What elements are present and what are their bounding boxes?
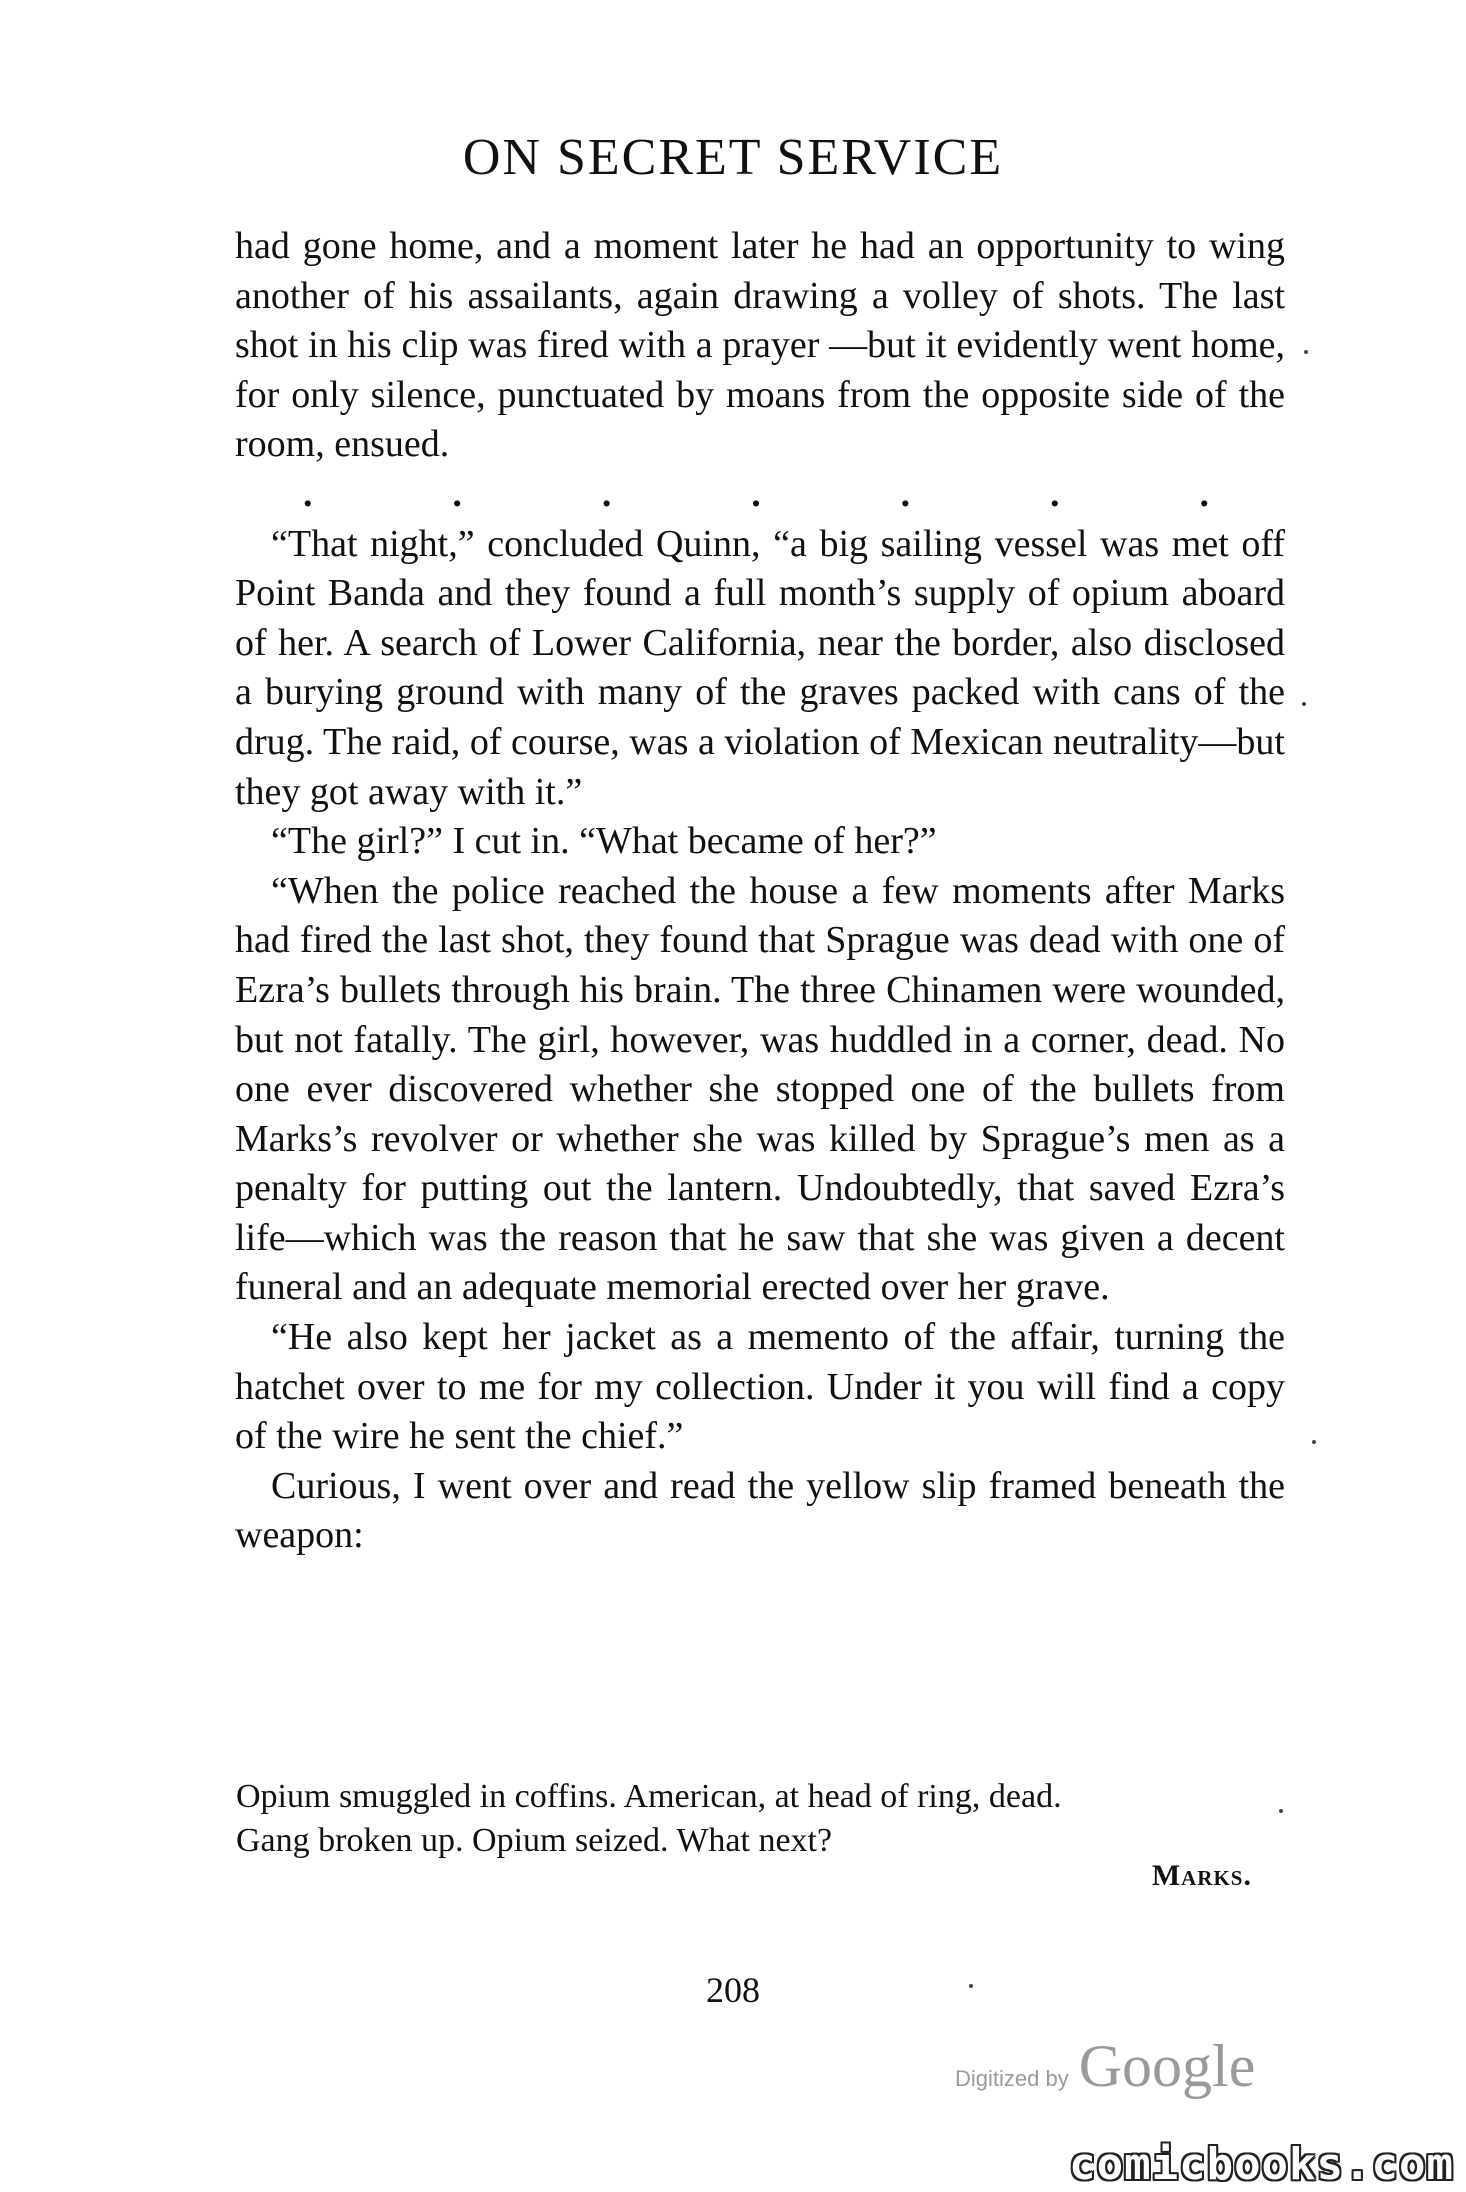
print-speck bbox=[1304, 350, 1308, 354]
telegram-line: Opium smuggled in coffins. American, at head of ring, dead. bbox=[236, 1778, 1062, 1815]
digitized-by-watermark bbox=[955, 2032, 1255, 2101]
paragraph: “That night,” concluded Quinn, “a big sailing vessel was met off Point Banda and they found a full month’s supply of opium aboard of her. A search of Lower California, near the border, also disclosed a burying ground with many of the graves packed with cans of the drug. The raid, of course, was a violation of Mexican neutrality—but they got away with it.” bbox=[235, 522, 1285, 813]
section-break bbox=[235, 470, 1285, 520]
paragraph: Curious, I went over and read the yellow slip framed beneath the weapon: bbox=[235, 1464, 1285, 1557]
print-speck bbox=[1279, 1809, 1283, 1813]
page-number: 208 bbox=[706, 1970, 760, 2010]
page-header-title: ON SECRET SERVICE bbox=[462, 129, 1004, 186]
section-break-dot: . bbox=[601, 472, 612, 515]
section-break-dot: . bbox=[1199, 472, 1209, 515]
paragraph: “He also kept her jacket as a memento of the affair, turning the hatchet over to me for my collection. Under it you will find a copy of the wire he sent the chief.” bbox=[235, 1316, 1285, 1458]
section-break-dot: . bbox=[452, 472, 462, 515]
print-speck bbox=[1312, 1440, 1316, 1444]
print-speck bbox=[1302, 702, 1306, 706]
section-break-dot: . bbox=[1050, 472, 1060, 515]
site-watermark: comicbooks.com bbox=[1069, 2139, 1454, 2190]
section-break-dot: . bbox=[303, 472, 313, 515]
google-logo: Google bbox=[1078, 2033, 1256, 2099]
telegram-line: Gang broken up. Opium seized. What next? bbox=[236, 1822, 833, 1859]
watermark-prefix: Digitized by bbox=[955, 2066, 1069, 2091]
section-break-dot: . bbox=[751, 472, 761, 515]
telegram-text bbox=[236, 1775, 1286, 1863]
paragraph-continued: had gone home, and a moment later he had an opportunity to wing another of his assailants, again drawing a volley of shots. The last shot in his clip was fired with a prayer —but it evidently went home, for only silence, punctuated by moans from the opposite side of the room, ensued. bbox=[235, 225, 1285, 466]
body-text bbox=[235, 222, 1285, 1561]
section-break-dot: . bbox=[900, 472, 911, 515]
telegram-signature: Marks. bbox=[1151, 1859, 1252, 1892]
paragraph: “When the police reached the house a few moments after Marks had fired the last shot, they found that Sprague was dead with one of Ezra’s bullets through his brain. The three Chinamen were wounded, but not fatally. The girl, however, was huddled in a corner, dead. No one ever discovered whether she stopped one of the bullets from Marks’s revolver or whether she was killed by Sprague’s men as a penalty for putting out the lantern. Undoubtedly, that saved Ezra’s life—which was the reason that he saw that she was given a decent funeral and an adequate memorial erected over her grave. bbox=[235, 869, 1285, 1309]
paragraph: “The girl?” I cut in. “What became of her?” bbox=[271, 820, 937, 863]
print-speck bbox=[969, 1984, 973, 1988]
